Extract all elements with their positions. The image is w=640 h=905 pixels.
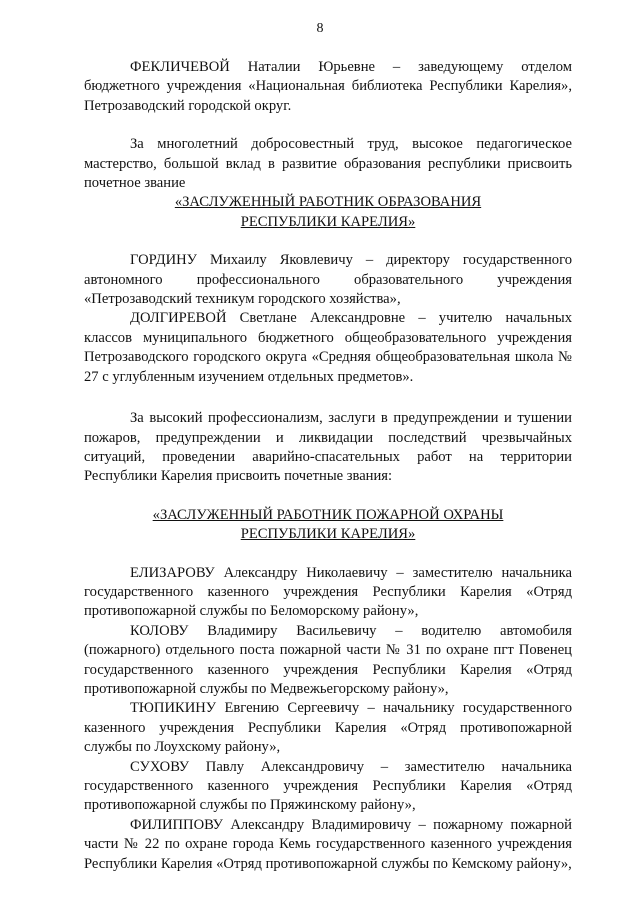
- paragraph-spacer: [84, 387, 572, 409]
- award-entry-filippov: ФИЛИППОВУ Александру Владимировичу – пожарному пожарной части № 22 по охране города Кемь государственного казенного учреждения Республики Карелия «Отряд противопожарной службы по Кемскому району»,: [84, 816, 572, 872]
- award-entry-elizarov: ЕЛИЗАРОВУ Александру Николаевичу – заместителю начальника государственного казенного учреждения Республики Карелия «Отряд противопожарной службы по Беломорскому району»,: [84, 564, 572, 620]
- honorary-title-education-line-1: «ЗАСЛУЖЕННЫЙ РАБОТНИК ОБРАЗОВАНИЯ: [174, 194, 482, 211]
- award-intro-fire: За высокий профессионализм, заслуги в предупреждении и тушении пожаров, предупреждении и ликвидации последствий чрезвычайных ситуаций, проведении аварийно-спасательных работ на территории Республики Карелия присвоить почетные звания:: [84, 410, 572, 485]
- paragraph-spacer: [84, 116, 572, 135]
- paragraph-spacer: [84, 232, 572, 251]
- award-entry-kolov: КОЛОВУ Владимиру Васильевичу – водителю автомобиля (пожарного) отдельного поста пожарной части № 31 по охране пгт Повенец государственного казенного учреждения Республики Карелия «Отряд противопожарной службы по Медвежьегорскому району»,: [84, 622, 572, 697]
- honorary-title-fire-line-1: «ЗАСЛУЖЕННЫЙ РАБОТНИК ПОЖАРНОЙ ОХРАНЫ: [152, 506, 504, 523]
- award-entry-sukhov: СУХОВУ Павлу Александровичу – заместителю начальника государственного казенного учреждения Республики Карелия «Отряд противопожарной службы по Пряжинскому району»,: [84, 758, 572, 814]
- award-intro-education: За многолетний добросовестный труд, высокое педагогическое мастерство, большой вклад в развитие образования республики присвоить почетное звание: [84, 136, 572, 192]
- paragraph-spacer: [84, 487, 572, 506]
- paragraph-spacer: [84, 545, 572, 564]
- award-entry-feklicheva: ФЕКЛИЧЕВОЙ Наталии Юрьевне – заведующему отделом бюджетного учреждения «Национальная библиотека Республики Карелия», Петрозаводский городской округ.: [84, 59, 572, 114]
- honorary-title-fire-line-2: РЕСПУБЛИКИ КАРЕЛИЯ»: [240, 526, 416, 543]
- award-entry-tyupikin: ТЮПИКИНУ Евгению Сергеевичу – начальнику государственного казенного учреждения Республики Карелия «Отряд противопожарной службы по Лоухскому району»,: [84, 700, 572, 756]
- award-entry-dolgireva: ДОЛГИРЕВОЙ Светлане Александровне – учителю начальных классов муниципального бюджетного общеобразовательного учреждения Петрозаводского городского округа «Средняя общеобразовательная школа № 27 с углубленным изучением отдельных предметов».: [84, 310, 572, 385]
- page-number: 8: [316, 21, 324, 36]
- award-entry-gordin: ГОРДИНУ Михаилу Яковлевичу – директору государственного автономного профессионального образовательного учреждения «Петрозаводский техникум городского хозяйства»,: [84, 252, 572, 308]
- honorary-title-education-line-2: РЕСПУБЛИКИ КАРЕЛИЯ»: [240, 213, 416, 230]
- document-body: [84, 58, 572, 874]
